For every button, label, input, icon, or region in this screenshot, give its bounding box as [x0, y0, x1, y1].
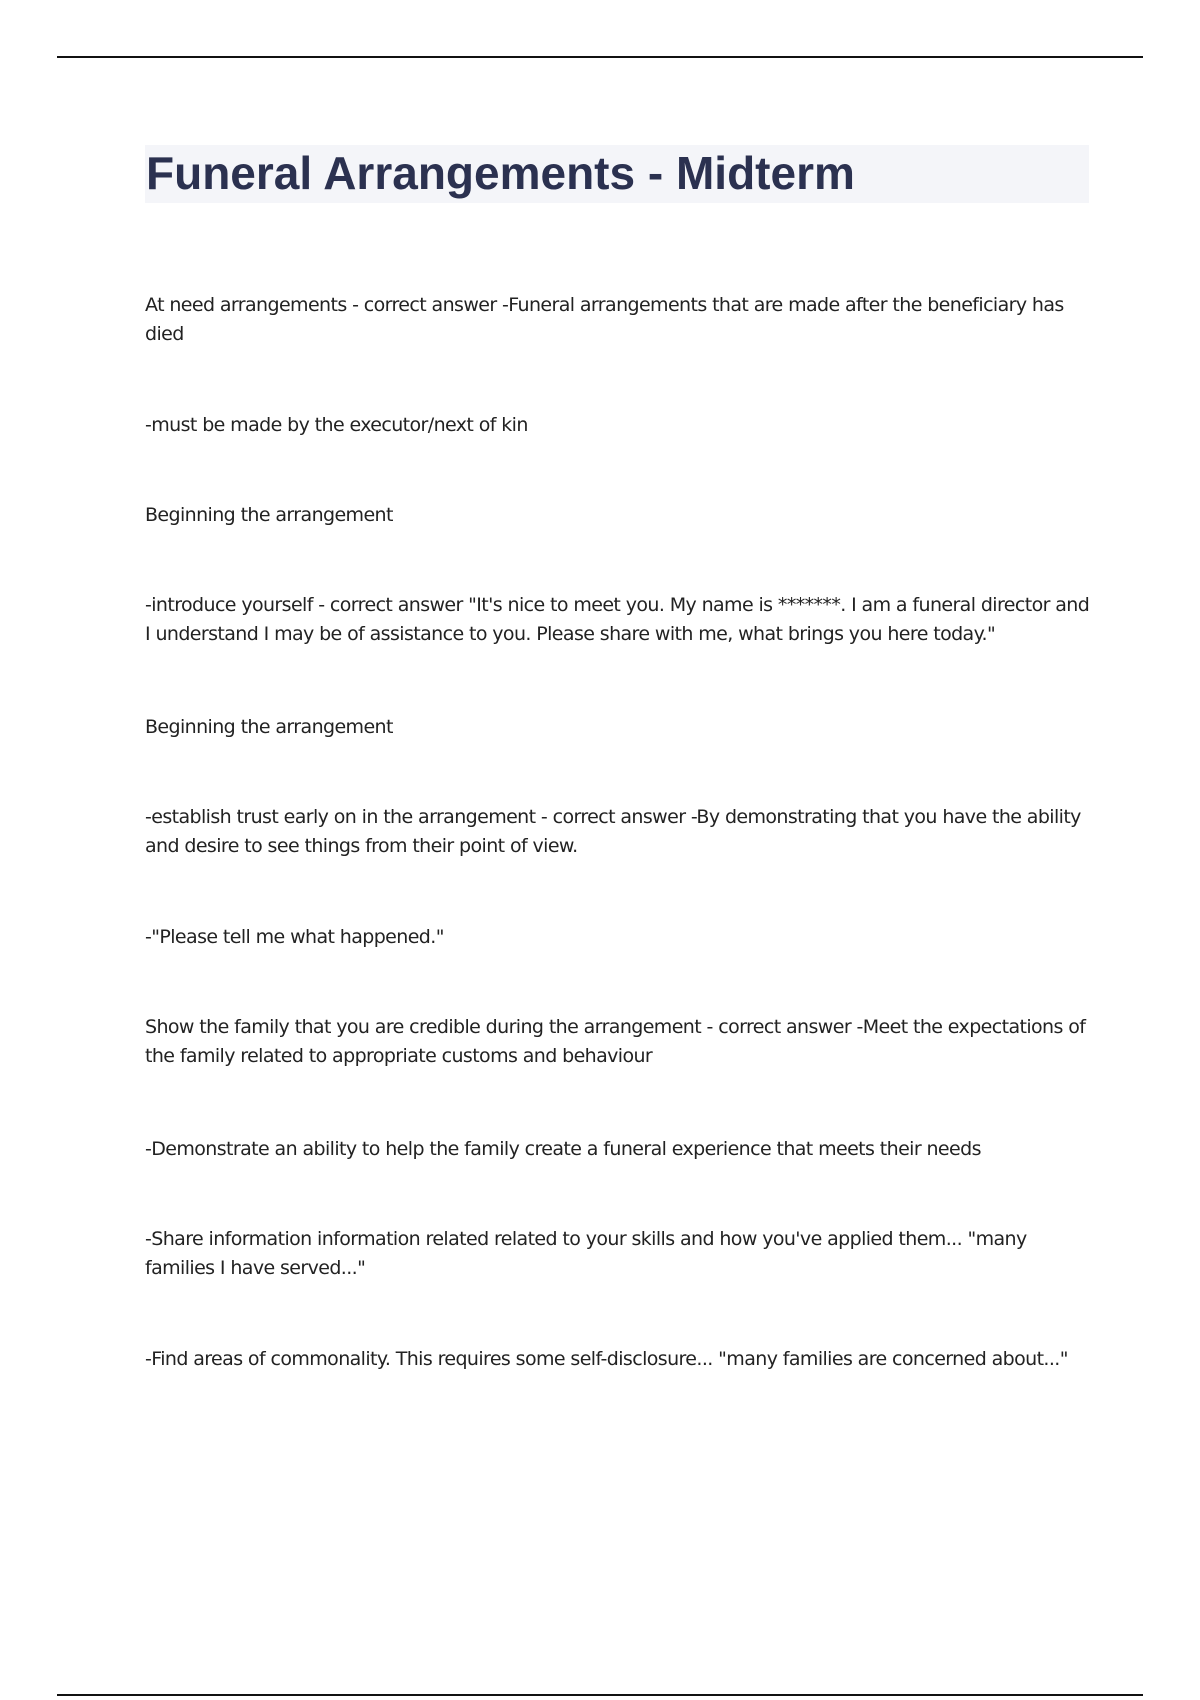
document-title: Funeral Arrangements - Midterm — [146, 147, 855, 199]
paragraph-introduce-yourself: -introduce yourself - correct answer "It's nice to meet you. My name is *******. I am a funeral director and I understand I may be of assistance to you. Please share with me, what brings you here today." — [145, 594, 1090, 645]
paragraph-establish-trust: -establish trust early on in the arrangement - correct answer -By demonstrating that you have the ability and desire to see things from their point of view. — [145, 806, 1081, 857]
paragraph-executor-next-of-kin: -must be made by the executor/next of kin — [145, 414, 528, 436]
top-rule — [57, 56, 1143, 58]
paragraph-show-credible: Show the family that you are credible during the arrangement - correct answer -Meet the expectations of the family related to appropriate customs and behaviour — [145, 1016, 1086, 1067]
paragraph-beginning-arrangement-1: Beginning the arrangement — [145, 504, 393, 526]
paragraph-find-commonality: -Find areas of commonality. This requires some self-disclosure... "many families are concerned about..." — [145, 1348, 1068, 1370]
paragraph-please-tell-me: -"Please tell me what happened." — [145, 926, 444, 948]
bottom-rule — [57, 1694, 1143, 1696]
paragraph-demonstrate-ability: -Demonstrate an ability to help the family create a funeral experience that meets their needs — [145, 1138, 981, 1160]
paragraph-share-information: -Share information information related related to your skills and how you've applied them... "many families I have served..." — [145, 1228, 1027, 1279]
paragraph-at-need-arrangements: At need arrangements - correct answer -Funeral arrangements that are made after the beneficiary has died — [145, 294, 1064, 345]
paragraph-beginning-arrangement-2: Beginning the arrangement — [145, 716, 393, 738]
